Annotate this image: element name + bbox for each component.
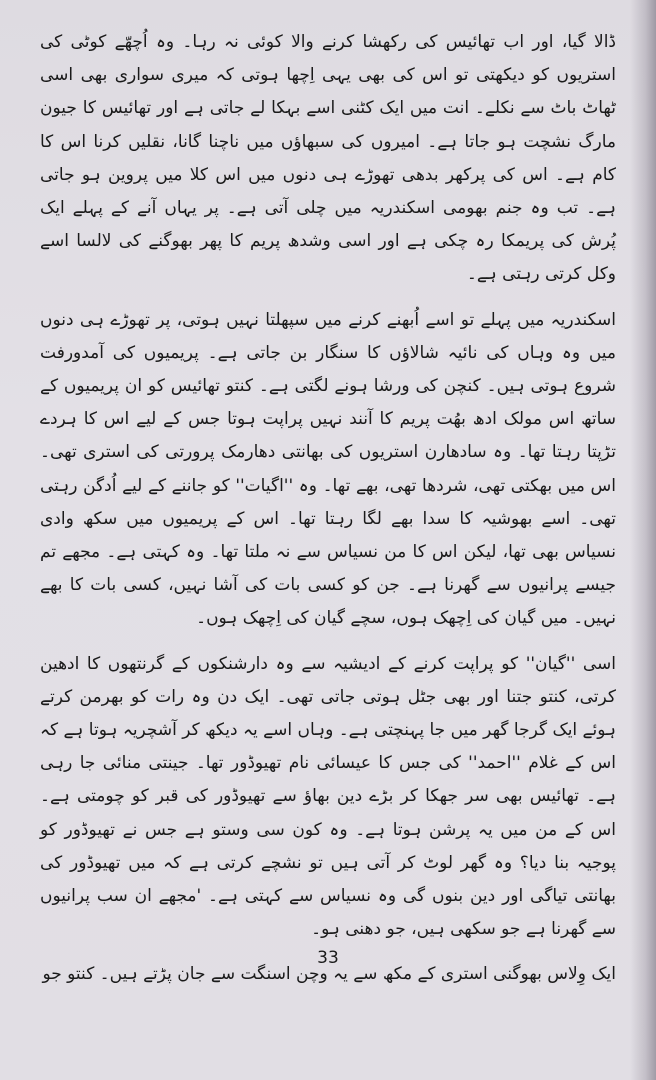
- paragraph-3: اسی ''گیان'' کو پراپت کرنے کے ادیشیہ سے وہ دارشنکوں کے گرنتھوں کا ادھین کرتی، کنتو جتنا اور بھی جٹل ہوتی جاتی تھی۔ ایک دن وہ رات کو بھرمن کرتے ہوئے ایک گرجا گھر میں جا پہنچتی ہے۔ وہاں اسے یہ دیکھ کر آشچریہ ہوتا ہے کہ اس کے غلام ''احمد'' کی جس کا عیسائی نام تھیوڈور تھا۔ جینتی منائی جا رہی ہے۔ تھائیس بھی سر جھکا کر بڑے دین بھاؤ سے تھیوڈور کی قبر کو چومتی ہے۔ اس کے من میں یہ پرشن ہوتا ہے۔ وہ کون سی وستو ہے جس نے تھیوڈور کو پوجیہ بنا دیا؟ وہ گھر لوٹ کر آتی ہیں تو نشچے کرتی ہے کہ میں تھیوڈور کی بھانتی تیاگی اور دین بنوں گی وہ نسیاس سے کہتی ہے۔ 'مجھے ان سب پرانیوں سے گھرنا ہے جو سکھی ہیں، جو دھنی ہو۔: [40, 653, 616, 940]
- paragraph-1: ڈالا گیا، اور اب تھائیس کی رکھشا کرنے والا کوئی نہ رہا۔ وہ اُچھّے کوٹی کی استریوں کو دیکھتی تو اس کی بھی یہی اِچھا ہوتی کہ میری سواری بھی اسی ٹھاٹ باٹ سے نکلے۔ انت میں ایک کٹنی اسے بہکا لے جاتی ہے اور تھائیس کا جیون مارگ نشچت ہو جاتا ہے۔ امیروں کی سبھاؤں میں ناچنا گانا، نقلیں کرنا اس کا کام ہے۔ اس کی پرکھر بدھی تھوڑے ہی دنوں میں اس کلا میں پروین ہو جاتی ہے۔ تب وہ جنم بھومی اسکندریہ میں چلی آتی ہے۔ پر یہاں آنے کے پہلے ایک پُرش کی پریمکا رہ چکی ہے اور اسی وشدھ پریم کا پھر بھوگنے کی لالسا اسے وکل کرتی رہتی ہے۔: [40, 32, 616, 285]
- paragraph-4: ایک وِلاس بھوگنی استری کے مکھ سے یہ وچن اسنگت سے جان پڑتے ہیں۔ کنتو جو: [42, 964, 616, 985]
- page-edge-shadow: [630, 0, 656, 1080]
- paragraph-2: اسکندریہ میں پہلے تو اسے اُبھنے کرنے میں سپھلتا نہیں ہوتی، پر تھوڑے ہی دنوں میں وہ وہاں کی نائیہ شالاؤں کا سنگار بن جاتی ہے۔ پریمیوں کی آمدورفت شروع ہوتی ہیں۔ کنچن کی ورشا ہونے لگتی ہے۔ کنتو تھائیس کو ان پریمیوں کے ساتھ اس مولک ادھ بھُت پریم کا آنند نہیں پراپت ہوتا جس کے لیے اس کا ہردے تڑپتا رہتا تھا۔ وہ سادھارن استریوں کی بھانتی دھارمک پرورتی کی استری تھی۔ اس میں بھکتی تھی، شردھا تھی، بھے تھا۔ وہ ''اگیات'' کو جاننے کے لیے اُدگن رہتی تھی۔ اسے بھوشیہ کا سدا بھے لگا رہتا تھا۔ اس کے پریمیوں میں سکھ وادی نسیاس بھی تھا، لیکن اس کا من نسیاس سے نہ ملتا تھا۔ وہ کہتی ہے۔ مجھے تم جیسے پرانیوں سے گھرنا ہے۔ جن کو کسی بات کی آشا نہیں، کسی بات کا بھے نہیں۔ میں گیان کی اِچھک ہوں، سچے گیان کی اِچھک ہوں۔: [40, 309, 616, 629]
- page-number: 33: [317, 948, 339, 968]
- body-text: [40, 26, 616, 992]
